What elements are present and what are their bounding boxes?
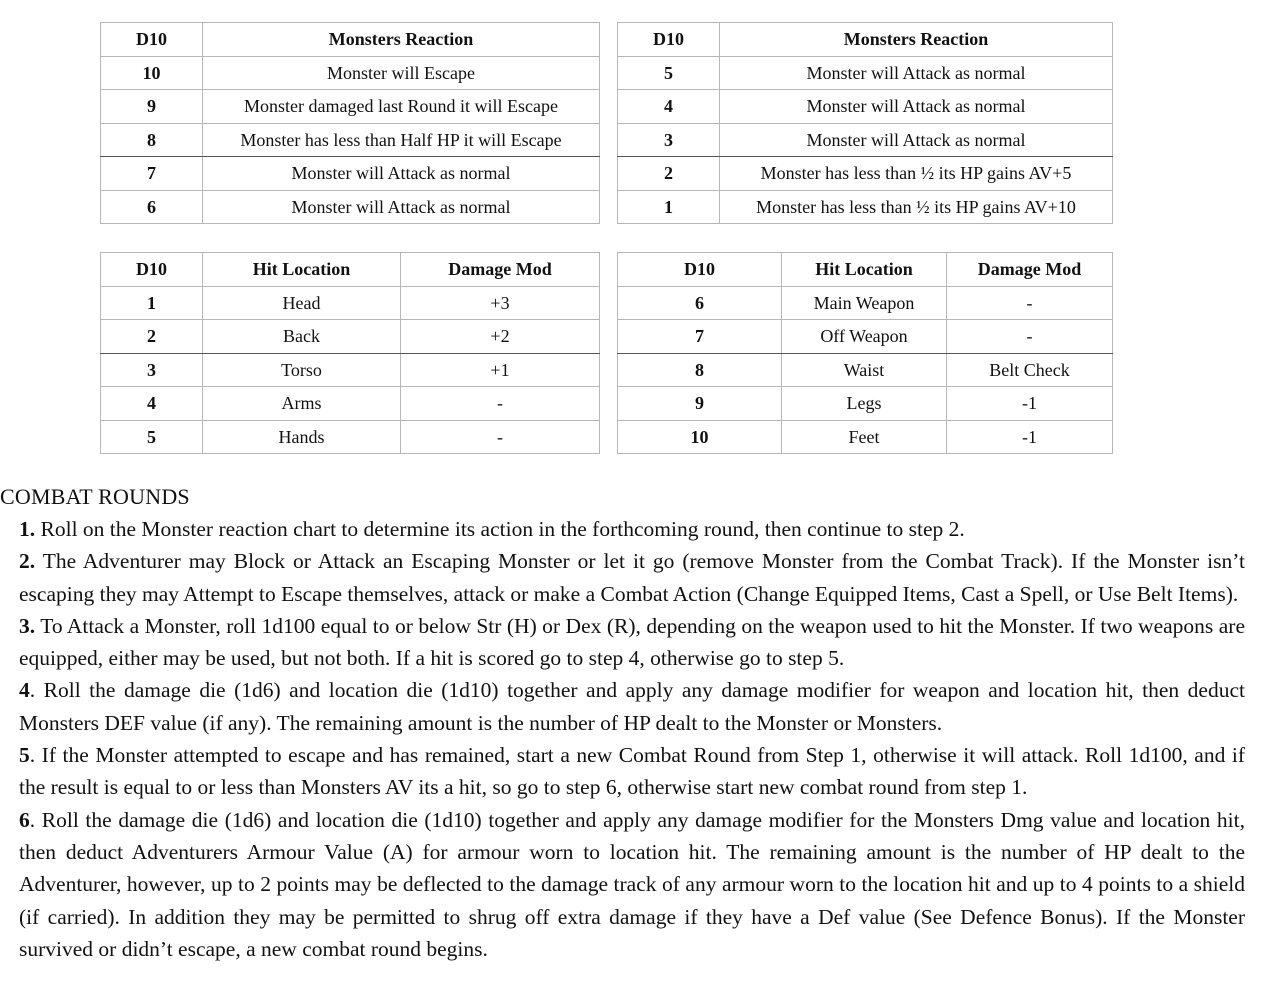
- monster-reaction-table-low: [617, 22, 1113, 224]
- reaction-cell: Monster will Attack as normal: [720, 56, 1113, 90]
- damage-mod-cell: Belt Check: [947, 353, 1113, 387]
- step-text: . Roll the damage die (1d6) and location die (1d10) together and apply any damage modifier for the Monsters Dmg value and location hit, then deduct Adventurers Armour Value (A) for armour worn to location hit. The remaining amount is the number of HP dealt to the Adventurer, however, up to 2 points may be deflected to the damage track of any armour worn to the location hit and up to 4 points to a shield (if carried). In addition they may be permitted to shrug off extra damage if they have a Def value (See Defence Bonus). If the Monster survived or didn’t escape, a new combat round begins.: [19, 807, 1245, 961]
- damage-mod-cell: -: [401, 420, 600, 454]
- hit-location-table-lower: [617, 252, 1113, 454]
- location-cell: Main Weapon: [782, 286, 947, 320]
- d10-cell: 2: [101, 320, 203, 354]
- d10-cell: 8: [101, 123, 203, 157]
- reaction-cell: Monster will Attack as normal: [203, 157, 600, 191]
- location-cell: Back: [203, 320, 401, 354]
- location-cell: Waist: [782, 353, 947, 387]
- column-header: Damage Mod: [401, 253, 600, 287]
- column-header: Hit Location: [782, 253, 947, 287]
- column-header: Monsters Reaction: [203, 23, 600, 57]
- d10-cell: 4: [618, 90, 720, 124]
- step-text: . If the Monster attempted to escape and has remained, start a new Combat Round from Step 1, otherwise it will attack. Roll 1d100, and if the result is equal to or less than Monsters AV its a hit, so go to step 6, otherwise start new combat round from step 1.: [19, 743, 1245, 800]
- d10-cell: 1: [618, 190, 720, 224]
- damage-mod-cell: -1: [947, 420, 1113, 454]
- column-header: Monsters Reaction: [720, 23, 1113, 57]
- combat-step-6: [19, 804, 1245, 965]
- location-cell: Hands: [203, 420, 401, 454]
- d10-cell: 3: [618, 123, 720, 157]
- table-row: [101, 387, 600, 421]
- table-row: [618, 286, 1113, 320]
- location-cell: Arms: [203, 387, 401, 421]
- damage-mod-cell: -: [947, 286, 1113, 320]
- reaction-cell: Monster will Attack as normal: [720, 90, 1113, 124]
- table-row: [618, 387, 1113, 421]
- table-row: [101, 320, 600, 354]
- table-row: [618, 190, 1113, 224]
- combat-rounds-heading: COMBAT ROUNDS: [0, 484, 190, 509]
- d10-cell: 1: [101, 286, 203, 320]
- column-header: Hit Location: [203, 253, 401, 287]
- d10-cell: 4: [101, 387, 203, 421]
- d10-cell: 9: [618, 387, 782, 421]
- column-header: D10: [618, 253, 782, 287]
- column-header: D10: [618, 23, 720, 57]
- reaction-cell: Monster will Attack as normal: [203, 190, 600, 224]
- reaction-cell: Monster damaged last Round it will Escape: [203, 90, 600, 124]
- step-number: 4: [19, 678, 30, 703]
- reaction-cell: Monster will Attack as normal: [720, 123, 1113, 157]
- table-row: [618, 157, 1113, 191]
- combat-step-1: [19, 513, 1245, 545]
- table-row: [618, 320, 1113, 354]
- reaction-cell: Monster will Escape: [203, 56, 600, 90]
- damage-mod-cell: +3: [401, 286, 600, 320]
- reaction-cell: Monster has less than ½ its HP gains AV+10: [720, 190, 1113, 224]
- d10-cell: 2: [618, 157, 720, 191]
- column-header: Damage Mod: [947, 253, 1113, 287]
- step-text: . Roll the damage die (1d6) and location die (1d10) together and apply any damage modifier for weapon and location hit, then deduct Monsters DEF value (if any). The remaining amount is the number of HP dealt to the Monster or Monsters.: [19, 678, 1245, 735]
- table-header-row: [101, 253, 600, 287]
- location-cell: Off Weapon: [782, 320, 947, 354]
- d10-cell: 3: [101, 353, 203, 387]
- location-cell: Head: [203, 286, 401, 320]
- step-number: 3.: [19, 613, 36, 638]
- d10-cell: 5: [101, 420, 203, 454]
- step-number: 6: [19, 807, 30, 832]
- reaction-cell: Monster has less than ½ its HP gains AV+5: [720, 157, 1113, 191]
- location-cell: Legs: [782, 387, 947, 421]
- d10-cell: 7: [101, 157, 203, 191]
- table-row: [618, 123, 1113, 157]
- combat-step-3: [19, 610, 1245, 675]
- table-row: [618, 353, 1113, 387]
- step-text: To Attack a Monster, roll 1d100 equal to or below Str (H) or Dex (R), depending on the weapon used to hit the Monster. If two weapons are equipped, either may be used, but not both. If a hit is scored go to step 4, otherwise go to step 5.: [19, 613, 1245, 671]
- table-header-row: [101, 23, 600, 57]
- damage-mod-cell: -: [947, 320, 1113, 354]
- table-header-row: [618, 23, 1113, 57]
- table-row: [618, 56, 1113, 90]
- reaction-cell: Monster has less than Half HP it will Escape: [203, 123, 600, 157]
- combat-steps: [19, 513, 1245, 965]
- step-number: 2.: [19, 549, 36, 574]
- d10-cell: 7: [618, 320, 782, 354]
- table-row: [101, 190, 600, 224]
- d10-cell: 10: [618, 420, 782, 454]
- d10-cell: 6: [618, 286, 782, 320]
- table-row: [101, 353, 600, 387]
- monster-reaction-table-high: [100, 22, 600, 224]
- table-row: [618, 420, 1113, 454]
- location-cell: Torso: [203, 353, 401, 387]
- table-row: [101, 90, 600, 124]
- d10-cell: 6: [101, 190, 203, 224]
- combat-step-4: [19, 674, 1245, 739]
- hit-location-table-upper: [100, 252, 600, 454]
- table-row: [618, 90, 1113, 124]
- combat-step-5: [19, 739, 1245, 804]
- d10-cell: 9: [101, 90, 203, 124]
- table-row: [101, 123, 600, 157]
- column-header: D10: [101, 253, 203, 287]
- step-number: 1.: [19, 517, 36, 541]
- d10-cell: 8: [618, 353, 782, 387]
- damage-mod-cell: -: [401, 387, 600, 421]
- step-text: The Adventurer may Block or Attack an Escaping Monster or let it go (remove Monster from the Combat Track). If the Monster isn’t escaping they may Attempt to Escape themselves, attack or make a Combat Action (Change Equipped Items, Cast a Spell, or Use Belt Items).: [19, 549, 1245, 606]
- step-text: Roll on the Monster reaction chart to determine its action in the forthcoming round, then continue to step 2.: [35, 517, 965, 541]
- table-header-row: [618, 253, 1113, 287]
- column-header: D10: [101, 23, 203, 57]
- location-cell: Feet: [782, 420, 947, 454]
- table-row: [101, 286, 600, 320]
- table-row: [101, 157, 600, 191]
- d10-cell: 10: [101, 56, 203, 90]
- table-row: [101, 56, 600, 90]
- step-number: 5: [19, 743, 30, 768]
- combat-step-2: [19, 545, 1245, 610]
- damage-mod-cell: -1: [947, 387, 1113, 421]
- damage-mod-cell: +2: [401, 320, 600, 354]
- d10-cell: 5: [618, 56, 720, 90]
- table-row: [101, 420, 600, 454]
- damage-mod-cell: +1: [401, 353, 600, 387]
